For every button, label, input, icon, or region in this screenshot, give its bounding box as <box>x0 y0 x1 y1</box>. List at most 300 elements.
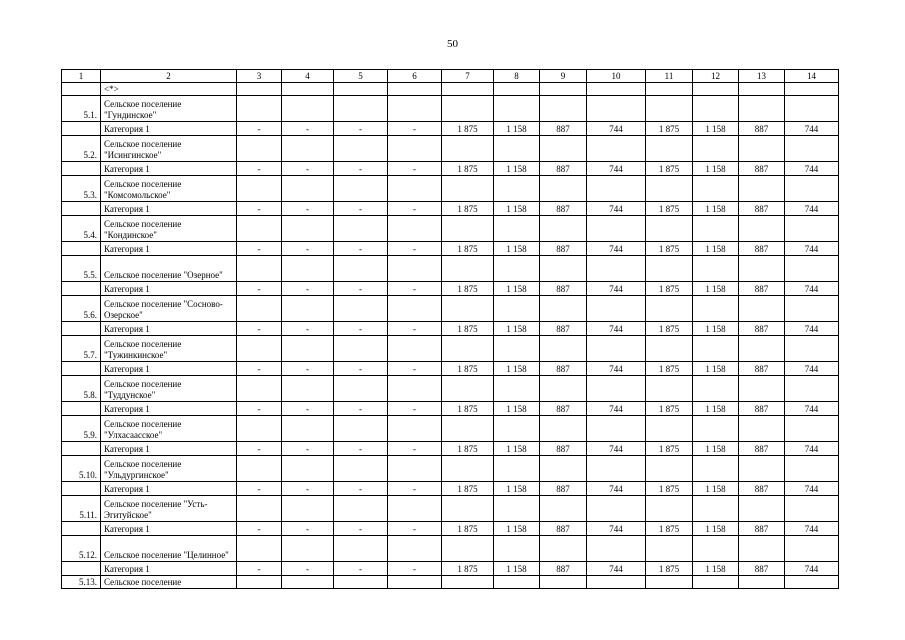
empty-cell <box>693 376 739 402</box>
category-value: 1 875 <box>442 162 494 176</box>
empty-cell <box>388 376 442 402</box>
category-value: 1 158 <box>693 202 739 216</box>
empty-cell <box>237 296 282 322</box>
empty-cell <box>587 296 646 322</box>
category-value: 744 <box>785 482 839 496</box>
empty-cell <box>739 296 785 322</box>
empty-cell <box>388 216 442 242</box>
category-value: 1 875 <box>442 362 494 376</box>
empty-cell <box>494 296 540 322</box>
category-value: 744 <box>785 242 839 256</box>
header-cell: 4 <box>282 70 334 83</box>
empty-cell <box>62 442 101 456</box>
category-value: 744 <box>785 202 839 216</box>
category-value: 744 <box>785 562 839 576</box>
empty-cell <box>442 176 494 202</box>
category-value: 1 158 <box>494 442 540 456</box>
empty-cell <box>587 456 646 482</box>
empty-cell <box>442 496 494 522</box>
category-value: 887 <box>739 522 785 536</box>
category-value: - <box>237 442 282 456</box>
category-value: 744 <box>587 122 646 136</box>
empty-cell <box>739 136 785 162</box>
category-value: 744 <box>587 482 646 496</box>
empty-cell <box>540 336 587 362</box>
category-value: 887 <box>540 162 587 176</box>
empty-cell <box>237 256 282 282</box>
category-value: 1 158 <box>494 522 540 536</box>
empty-cell <box>334 336 388 362</box>
category-value: 1 875 <box>646 402 693 416</box>
category-label: Категория 1 <box>101 282 237 296</box>
empty-cell <box>739 456 785 482</box>
category-value: 887 <box>540 202 587 216</box>
empty-cell <box>237 176 282 202</box>
empty-cell <box>388 136 442 162</box>
empty-cell <box>646 296 693 322</box>
category-value: 1 158 <box>494 202 540 216</box>
category-value: 1 875 <box>442 522 494 536</box>
category-value: - <box>334 162 388 176</box>
category-value: - <box>334 522 388 536</box>
settlement-number: 5.7. <box>62 336 101 362</box>
category-value: 744 <box>785 362 839 376</box>
category-value: 1 875 <box>646 482 693 496</box>
empty-cell <box>646 83 693 96</box>
header-cell: 5 <box>334 70 388 83</box>
category-value: - <box>282 322 334 336</box>
empty-cell <box>739 216 785 242</box>
category-value: 887 <box>540 362 587 376</box>
empty-cell <box>739 536 785 562</box>
empty-cell <box>388 536 442 562</box>
category-label: Категория 1 <box>101 522 237 536</box>
empty-cell <box>282 296 334 322</box>
header-cell: 6 <box>388 70 442 83</box>
settlement-name: Сельское поселение "Целинное" <box>101 536 237 562</box>
empty-cell <box>442 416 494 442</box>
category-value: 1 158 <box>693 322 739 336</box>
empty-cell <box>334 416 388 442</box>
category-value: 744 <box>587 282 646 296</box>
empty-cell <box>693 176 739 202</box>
empty-cell <box>494 536 540 562</box>
category-value: 887 <box>739 122 785 136</box>
category-value: - <box>334 202 388 216</box>
empty-cell <box>540 176 587 202</box>
category-value: 1 875 <box>442 282 494 296</box>
empty-cell <box>388 496 442 522</box>
category-row <box>62 402 839 416</box>
category-value: - <box>282 362 334 376</box>
empty-cell <box>785 376 839 402</box>
category-value: 1 158 <box>494 162 540 176</box>
category-value: 1 158 <box>494 122 540 136</box>
settlement-number: 5.4. <box>62 216 101 242</box>
empty-cell <box>62 83 101 96</box>
note-row <box>62 83 839 96</box>
category-value: - <box>334 482 388 496</box>
settlement-name: Сельское поселение "Озерное" <box>101 256 237 282</box>
category-value: 1 875 <box>646 122 693 136</box>
category-value: 1 875 <box>442 122 494 136</box>
category-label: Категория 1 <box>101 482 237 496</box>
empty-cell <box>785 256 839 282</box>
category-value: 744 <box>785 442 839 456</box>
empty-cell <box>587 376 646 402</box>
empty-cell <box>494 336 540 362</box>
category-value: 1 158 <box>693 242 739 256</box>
empty-cell <box>334 536 388 562</box>
empty-cell <box>237 376 282 402</box>
empty-cell <box>785 496 839 522</box>
category-value: 1 158 <box>494 322 540 336</box>
empty-cell <box>693 576 739 589</box>
empty-cell <box>62 122 101 136</box>
page-number: 50 <box>447 38 458 50</box>
empty-cell <box>785 96 839 122</box>
empty-cell <box>282 456 334 482</box>
empty-cell <box>646 336 693 362</box>
empty-cell <box>442 256 494 282</box>
category-value: 887 <box>540 522 587 536</box>
empty-cell <box>646 376 693 402</box>
empty-cell <box>785 296 839 322</box>
category-value: - <box>282 282 334 296</box>
empty-cell <box>62 242 101 256</box>
category-value: 1 158 <box>693 162 739 176</box>
category-value: - <box>237 482 282 496</box>
empty-cell <box>785 136 839 162</box>
category-value: 887 <box>739 202 785 216</box>
category-value: - <box>237 282 282 296</box>
category-value: - <box>388 362 442 376</box>
empty-cell <box>388 83 442 96</box>
header-cell: 12 <box>693 70 739 83</box>
settlement-row <box>62 456 839 482</box>
empty-cell <box>334 576 388 589</box>
category-value: 887 <box>540 482 587 496</box>
header-cell: 11 <box>646 70 693 83</box>
category-row <box>62 122 839 136</box>
category-value: - <box>334 442 388 456</box>
settlement-row <box>62 256 839 282</box>
empty-cell <box>693 456 739 482</box>
settlement-row <box>62 376 839 402</box>
empty-cell <box>62 402 101 416</box>
category-value: 1 875 <box>646 162 693 176</box>
empty-cell <box>646 576 693 589</box>
empty-cell <box>739 96 785 122</box>
empty-cell <box>646 416 693 442</box>
empty-cell <box>388 576 442 589</box>
header-cell: 10 <box>587 70 646 83</box>
category-value: 887 <box>540 562 587 576</box>
category-value: 1 158 <box>693 122 739 136</box>
empty-cell <box>646 496 693 522</box>
category-value: 744 <box>785 162 839 176</box>
category-row <box>62 522 839 536</box>
category-value: 744 <box>587 242 646 256</box>
empty-cell <box>494 416 540 442</box>
empty-cell <box>334 496 388 522</box>
settlement-row <box>62 576 839 589</box>
category-label: Категория 1 <box>101 442 237 456</box>
category-value: 744 <box>587 522 646 536</box>
empty-cell <box>388 416 442 442</box>
empty-cell <box>739 83 785 96</box>
header-cell: 14 <box>785 70 839 83</box>
category-value: 1 875 <box>646 442 693 456</box>
category-value: 744 <box>587 202 646 216</box>
empty-cell <box>494 83 540 96</box>
category-value: 744 <box>587 562 646 576</box>
category-value: - <box>388 242 442 256</box>
empty-cell <box>282 536 334 562</box>
category-value: - <box>334 562 388 576</box>
category-value: - <box>334 322 388 336</box>
empty-cell <box>540 376 587 402</box>
empty-cell <box>237 336 282 362</box>
settlement-number: 5.2. <box>62 136 101 162</box>
empty-cell <box>540 456 587 482</box>
category-value: - <box>282 562 334 576</box>
settlement-row <box>62 136 839 162</box>
empty-cell <box>442 576 494 589</box>
empty-cell <box>540 216 587 242</box>
empty-cell <box>785 576 839 589</box>
empty-cell <box>646 536 693 562</box>
empty-cell <box>494 496 540 522</box>
empty-cell <box>237 576 282 589</box>
category-value: 887 <box>540 442 587 456</box>
empty-cell <box>388 176 442 202</box>
empty-cell <box>646 256 693 282</box>
category-value: 887 <box>739 562 785 576</box>
category-value: 887 <box>739 442 785 456</box>
settlement-name: Сельское поселение "Гундинское" <box>101 96 237 122</box>
empty-cell <box>282 376 334 402</box>
category-value: 1 158 <box>494 482 540 496</box>
settlement-number: 5.8. <box>62 376 101 402</box>
empty-cell <box>237 216 282 242</box>
empty-cell <box>237 83 282 96</box>
settlement-number: 5.11. <box>62 496 101 522</box>
category-value: - <box>282 202 334 216</box>
empty-cell <box>646 176 693 202</box>
empty-cell <box>494 96 540 122</box>
settlement-row <box>62 416 839 442</box>
category-value: 744 <box>587 402 646 416</box>
category-value: 1 875 <box>646 242 693 256</box>
category-value: 1 875 <box>646 202 693 216</box>
empty-cell <box>693 136 739 162</box>
empty-cell <box>646 456 693 482</box>
empty-cell <box>282 416 334 442</box>
settlement-name: Сельское поселение "Ульдургинское" <box>101 456 237 482</box>
settlement-number: 5.5. <box>62 256 101 282</box>
settlement-row <box>62 96 839 122</box>
category-value: - <box>237 362 282 376</box>
empty-cell <box>540 256 587 282</box>
empty-cell <box>494 176 540 202</box>
settlement-name: Сельское поселение <box>101 576 237 589</box>
category-value: 1 158 <box>494 562 540 576</box>
empty-cell <box>587 216 646 242</box>
empty-cell <box>587 136 646 162</box>
settlement-name: Сельское поселение "Кондинское" <box>101 216 237 242</box>
empty-cell <box>334 456 388 482</box>
header-cell: 3 <box>237 70 282 83</box>
empty-cell <box>494 136 540 162</box>
header-cell: 7 <box>442 70 494 83</box>
category-value: 744 <box>785 322 839 336</box>
empty-cell <box>587 336 646 362</box>
settlement-name: Сельское поселение "Комсомольское" <box>101 176 237 202</box>
category-value: - <box>237 522 282 536</box>
empty-cell <box>785 83 839 96</box>
empty-cell <box>693 296 739 322</box>
empty-cell <box>646 216 693 242</box>
category-label: Категория 1 <box>101 202 237 216</box>
empty-cell <box>646 96 693 122</box>
category-label: Категория 1 <box>101 562 237 576</box>
category-value: 887 <box>739 242 785 256</box>
category-label: Категория 1 <box>101 362 237 376</box>
header-cell: 1 <box>62 70 101 83</box>
category-label: Категория 1 <box>101 322 237 336</box>
header-cell: 13 <box>739 70 785 83</box>
category-value: 1 158 <box>693 362 739 376</box>
settlement-name: Сельское поселение "Улхасаасское" <box>101 416 237 442</box>
category-value: - <box>334 242 388 256</box>
empty-cell <box>237 136 282 162</box>
category-value: - <box>334 362 388 376</box>
empty-cell <box>693 83 739 96</box>
category-value: - <box>237 402 282 416</box>
empty-cell <box>587 176 646 202</box>
empty-cell <box>587 416 646 442</box>
settlement-name: Сельское поселение "Усть-Эгитуйское" <box>101 496 237 522</box>
empty-cell <box>442 83 494 96</box>
category-label: Категория 1 <box>101 162 237 176</box>
category-value: - <box>388 202 442 216</box>
header-cell: 2 <box>101 70 237 83</box>
empty-cell <box>62 202 101 216</box>
empty-cell <box>785 416 839 442</box>
category-value: 887 <box>739 282 785 296</box>
note-cell: <*> <box>101 83 237 96</box>
category-row <box>62 562 839 576</box>
category-value: 1 875 <box>442 402 494 416</box>
category-value: 1 158 <box>494 242 540 256</box>
category-value: 1 875 <box>646 562 693 576</box>
category-value: 744 <box>785 402 839 416</box>
category-value: - <box>388 562 442 576</box>
category-row <box>62 202 839 216</box>
empty-cell <box>540 576 587 589</box>
category-row <box>62 442 839 456</box>
empty-cell <box>739 376 785 402</box>
category-value: - <box>282 122 334 136</box>
category-value: - <box>282 482 334 496</box>
category-row <box>62 162 839 176</box>
category-row <box>62 282 839 296</box>
category-row <box>62 242 839 256</box>
empty-cell <box>62 362 101 376</box>
category-value: - <box>388 402 442 416</box>
empty-cell <box>282 336 334 362</box>
category-value: 1 158 <box>494 282 540 296</box>
empty-cell <box>334 376 388 402</box>
empty-cell <box>540 296 587 322</box>
category-value: - <box>282 402 334 416</box>
header-cell: 9 <box>540 70 587 83</box>
settlement-row <box>62 176 839 202</box>
settlement-number: 5.10. <box>62 456 101 482</box>
empty-cell <box>785 536 839 562</box>
category-value: - <box>334 402 388 416</box>
empty-cell <box>693 536 739 562</box>
empty-cell <box>785 456 839 482</box>
category-label: Категория 1 <box>101 402 237 416</box>
category-value: 744 <box>785 282 839 296</box>
empty-cell <box>237 96 282 122</box>
category-value: - <box>237 122 282 136</box>
empty-cell <box>388 336 442 362</box>
category-value: 1 875 <box>646 322 693 336</box>
empty-cell <box>442 376 494 402</box>
empty-cell <box>693 416 739 442</box>
empty-cell <box>62 162 101 176</box>
empty-cell <box>739 256 785 282</box>
category-value: 1 158 <box>693 442 739 456</box>
empty-cell <box>62 522 101 536</box>
category-value: - <box>282 442 334 456</box>
category-value: 744 <box>785 122 839 136</box>
category-value: - <box>388 522 442 536</box>
category-value: - <box>237 322 282 336</box>
category-value: - <box>237 562 282 576</box>
empty-cell <box>237 536 282 562</box>
category-value: - <box>282 242 334 256</box>
category-value: 1 158 <box>693 522 739 536</box>
category-value: 887 <box>540 322 587 336</box>
empty-cell <box>587 496 646 522</box>
category-value: 1 158 <box>693 482 739 496</box>
category-value: - <box>237 202 282 216</box>
category-value: 887 <box>540 402 587 416</box>
table-body <box>62 83 839 589</box>
empty-cell <box>282 176 334 202</box>
empty-cell <box>540 496 587 522</box>
empty-cell <box>62 282 101 296</box>
table-header <box>62 70 839 83</box>
empty-cell <box>739 176 785 202</box>
settlement-row <box>62 296 839 322</box>
category-value: 887 <box>739 362 785 376</box>
settlement-name: Сельское поселение "Исингинское" <box>101 136 237 162</box>
category-value: 744 <box>587 322 646 336</box>
category-value: - <box>388 482 442 496</box>
empty-cell <box>388 96 442 122</box>
empty-cell <box>442 296 494 322</box>
empty-cell <box>693 216 739 242</box>
empty-cell <box>237 456 282 482</box>
settlement-row <box>62 536 839 562</box>
empty-cell <box>587 83 646 96</box>
empty-cell <box>739 496 785 522</box>
